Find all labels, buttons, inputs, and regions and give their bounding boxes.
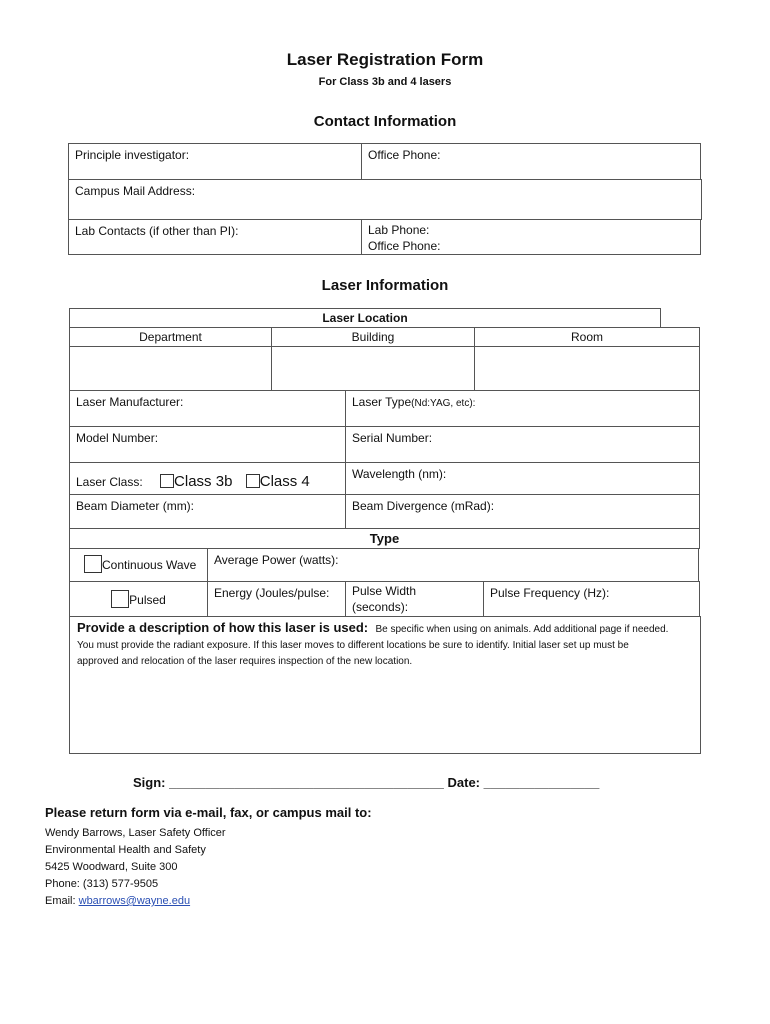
average-power-field[interactable] — [207, 548, 699, 582]
principle-investigator-label: Principle investigator: — [75, 148, 190, 162]
manufacturer-label: Laser Manufacturer: — [76, 395, 184, 409]
beam-divergence-field[interactable] — [345, 494, 700, 529]
contact-address: 5425 Woodward, Suite 300 — [45, 861, 178, 873]
pulse-frequency-field[interactable] — [483, 581, 700, 617]
building-header: Building — [271, 327, 475, 347]
office-phone-field[interactable] — [361, 143, 701, 180]
wavelength-field[interactable] — [345, 462, 700, 495]
type-heading: Type — [69, 528, 700, 549]
lab-contacts-label: Lab Contacts (if other than PI): — [75, 224, 239, 238]
laser-heading: Laser Information — [321, 277, 449, 294]
signature-row — [133, 775, 599, 790]
class-3b-label: Class 3b — [174, 473, 233, 490]
pulse-width-unit: (seconds): — [352, 600, 409, 614]
serial-number-label: Serial Number: — [352, 431, 433, 445]
continuous-wave-label: Continuous Wave — [102, 558, 197, 572]
lab-contacts-field[interactable] — [68, 219, 362, 255]
beam-diameter-field[interactable] — [69, 494, 346, 529]
contact-heading: Contact Information — [313, 113, 457, 130]
laser-class-field — [69, 462, 346, 495]
contact-phone: Phone: (313) 577-9505 — [45, 878, 159, 890]
contact-email-row — [45, 893, 226, 910]
room-header: Room — [474, 327, 700, 347]
contact-name: Wendy Barrows, Laser Safety Officer — [45, 827, 226, 839]
description-heading: Provide a description of how this laser is used: — [77, 620, 369, 635]
pulsed-option — [69, 581, 208, 617]
class-4-label: Class 4 — [259, 473, 310, 490]
laser-class-label: Laser Class: — [76, 475, 143, 489]
office-phone-2-label: Office Phone: — [368, 239, 441, 253]
beam-diameter-label: Beam Diameter (mm): — [76, 499, 195, 513]
serial-number-field[interactable] — [345, 426, 700, 463]
description-line1: Be specific when using on animals. Add additional page if needed. — [375, 624, 669, 635]
model-number-field[interactable] — [69, 426, 346, 463]
sign-label: Sign: — [133, 775, 166, 790]
principle-investigator-field[interactable] — [68, 143, 362, 180]
manufacturer-field[interactable] — [69, 390, 346, 427]
model-number-label: Model Number: — [76, 431, 159, 445]
return-heading: Please return form via e-mail, fax, or campus mail to: — [45, 805, 372, 820]
office-phone-label: Office Phone: — [368, 148, 441, 162]
wavelength-label: Wavelength (nm): — [352, 467, 447, 481]
email-label: Email: — [45, 895, 79, 907]
average-power-label: Average Power (watts): — [214, 553, 339, 567]
building-input[interactable] — [271, 346, 475, 391]
pulse-width-label: Pulse Width — [352, 584, 417, 598]
description-field[interactable] — [69, 616, 701, 754]
department-input[interactable] — [69, 346, 272, 391]
email-link[interactable]: wbarrows@wayne.edu — [78, 895, 191, 907]
pulse-width-field[interactable] — [345, 581, 484, 617]
description-line3: approved and relocation of the laser requires inspection of the new location. — [77, 656, 413, 667]
continuous-wave-checkbox[interactable] — [84, 555, 102, 573]
continuous-wave-option — [69, 548, 208, 582]
sign-line[interactable]: ______________________________________ — [169, 775, 444, 790]
laser-location-heading: Laser Location — [69, 308, 661, 328]
beam-divergence-label: Beam Divergence (mRad): — [352, 499, 495, 513]
date-line[interactable]: ________________ — [483, 775, 600, 790]
lab-phone-label: Lab Phone: — [368, 223, 430, 237]
date-label: Date: — [447, 775, 481, 790]
description-line2: You must provide the radiant exposure. If this laser moves to different locations be sure to identify. Initial laser set up must be — [77, 640, 629, 651]
class-4-checkbox[interactable] — [246, 474, 260, 488]
laser-type-hint: (Nd:YAG, etc): — [411, 398, 476, 409]
lab-phone-field[interactable] — [361, 219, 701, 255]
campus-mail-label: Campus Mail Address: — [75, 184, 196, 198]
pulsed-checkbox[interactable] — [111, 590, 129, 608]
room-input[interactable] — [474, 346, 700, 391]
pulse-frequency-label: Pulse Frequency (Hz): — [490, 586, 610, 600]
pulsed-label: Pulsed — [129, 593, 166, 607]
form-subtitle: For Class 3b and 4 lasers — [318, 76, 452, 88]
form-title: Laser Registration Form — [286, 50, 484, 69]
return-address-block — [45, 825, 226, 910]
campus-mail-field[interactable] — [68, 179, 702, 220]
energy-field[interactable] — [207, 581, 346, 617]
contact-dept: Environmental Health and Safety — [45, 844, 206, 856]
energy-label: Energy (Joules/pulse: — [214, 586, 330, 600]
class-3b-checkbox[interactable] — [160, 474, 174, 488]
laser-type-label: Laser Type — [352, 395, 412, 409]
laser-type-field[interactable] — [345, 390, 700, 427]
department-header: Department — [69, 327, 272, 347]
